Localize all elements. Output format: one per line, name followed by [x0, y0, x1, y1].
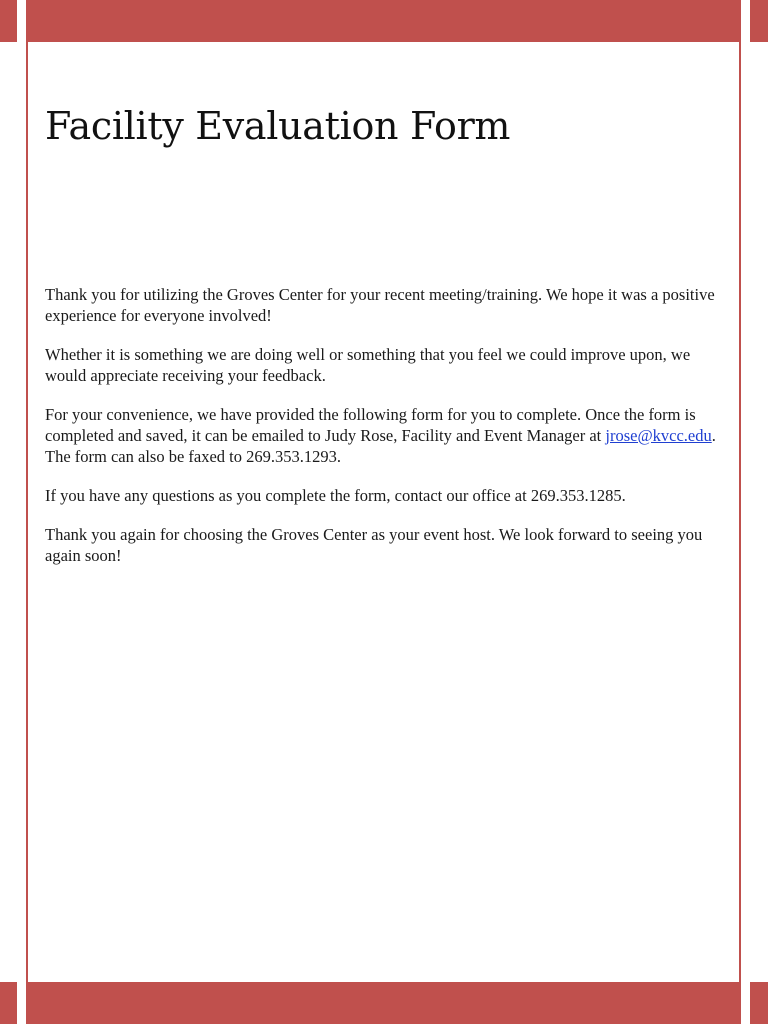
- header-band-left: [0, 0, 17, 42]
- header-band-right: [750, 0, 768, 42]
- submission-text-start: For your convenience, we have provided the following form for you to complete. Once the form is completed and saved, it can be emailed to Judy Rose, Facility and Event Manager at: [45, 405, 696, 445]
- submission-text-end: . The form can also be faxed to 269.353.1293.: [45, 426, 716, 466]
- contact-paragraph: If you have any questions as you complete the form, contact our office at 269.353.1285.: [45, 486, 626, 505]
- footer-band: [27, 982, 739, 1024]
- submission-paragraph: [45, 404, 735, 467]
- footer-band-left: [0, 982, 17, 1024]
- intro-paragraph: Thank you for utilizing the Groves Center for your recent meeting/training. We hope it was a positive experience for everyone involved!: [45, 285, 715, 325]
- feedback-paragraph: Whether it is something we are doing well or something that you feel we could improve upon, we would appreciate receiving your feedback.: [45, 345, 691, 385]
- document-body: [45, 284, 735, 584]
- closing-paragraph: Thank you again for choosing the Groves Center as your event host. We look forward to seeing you again soon!: [45, 525, 703, 565]
- page-title: Facility Evaluation Form: [45, 104, 511, 148]
- header-band: [27, 0, 739, 42]
- footer-band-right: [750, 982, 768, 1024]
- email-link[interactable]: jrose@kvcc.edu: [605, 426, 712, 445]
- frame-line-left: [26, 0, 28, 1024]
- frame-line-right: [739, 0, 741, 1024]
